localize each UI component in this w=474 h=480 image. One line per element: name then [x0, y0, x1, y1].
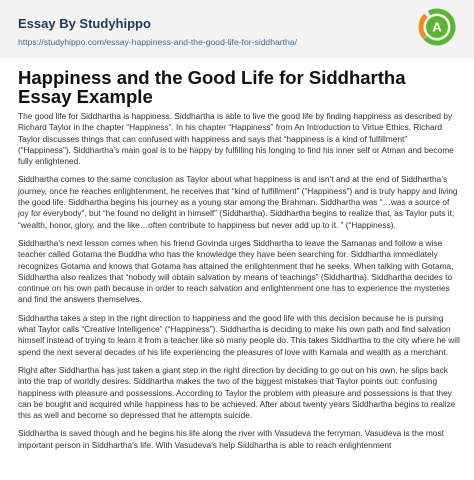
essay-paragraph: The good life for Siddhartha is happiness. Siddhartha is able to live the good life by finding happiness as described by Richard Taylor in the chapter “Happiness”. In his chapter “Happiness” from An Introduction to Virtue Ethics, Richard Taylor discusses things that can confused with happiness and says that “happiness is a kind of fulfillment” (“Happiness”). Siddhartha’s main goal is to be happy by fulfilling his longing to find his inner self or Atman and become fully enlightened. — [18, 111, 454, 167]
essay-body — [18, 111, 462, 458]
essay-paragraph: Siddhartha comes to the same conclusion as Taylor about what happiness is and isn’t and at the end of Siddhartha’s journey, once he reaches enlightenment, he receives that “kind of fulfillment” (“Happiness”) and is truly happy and living the good life. Siddhartha begins his journey as a young star among the Brahman. Siddhartha was “…was a source of joy for everybody”, but “he found no delight in himself” (Siddhartha). Siddhartha begins to realize that, as Taylor puts it, “wealth, honor, glory, and the like…often contribute to happiness but never add up to it. ” (“Happiness). — [18, 174, 458, 230]
page-url-link[interactable]: https://studyhippo.com/essay-happiness-and-the-good-life-for-siddhartha/ — [18, 37, 297, 47]
studyhippo-logo-icon[interactable] — [418, 8, 456, 46]
essay-paragraph: Siddhartha takes a step in the right direction to happiness and the good life with this decision because he is pursing what Taylor calls “Creative Intelligence” (“Happiness”). Siddhartha is deciding to make his own path and find salvation himself instead of trying to learn it from a teacher like so many people do. This takes Siddhartha to the city where he will spend the next several decades of his life experiencing the pleasures of love with Kamala and wealth as a merchant. — [18, 312, 460, 357]
logo-letter: A — [432, 19, 442, 35]
essay-paragraph: Siddhartha is saved though and he begins his life along the river with Vasudeva the ferryman. Vasudeva is the most important person in Siddhartha’s life. With Vasudeva’s help Siddhartha is able to reach enlightenment — [18, 428, 444, 450]
site-brand-title[interactable]: Essay By Studyhippo — [18, 16, 151, 31]
essay-paragraph: Siddhartha’s next lesson comes when his friend Govinda urges Siddhartha to leave the Samanas and follow a wise teacher called Gotama the Buddha who has the knowledge they have been searching for. Siddhartha immediately recognizes Gotama and knows that Gotama has attained the enlightenment that he seeks. When talking with Gotama, Siddhartha also realizes that “nobody will obtain salvation by means of teachings” (Siddhartha). Siddhartha decides to continue on his own path because in order to reach salvation and enlightenment one has to experience the mysteries and find the answers themselves. — [18, 237, 454, 305]
essay-title: Happiness and the Good Life for Siddhartha Essay Example — [18, 67, 406, 107]
essay-paragraph: Right after Siddhartha has just taken a giant step in the right direction by deciding to go out on his own, he slips back into the trap of worldly desires. Siddhartha makes the two of the biggest mistakes that Taylor points out: confusing happiness with pleasure and possessions. According to Taylor the problem with pleasure and possessions is that they can be bought and acquired while happiness has to be achieved. After about twenty years Siddhartha begins to realize this as well and become so depressed that he attempts suicide. — [18, 364, 456, 421]
site-header — [0, 0, 474, 58]
